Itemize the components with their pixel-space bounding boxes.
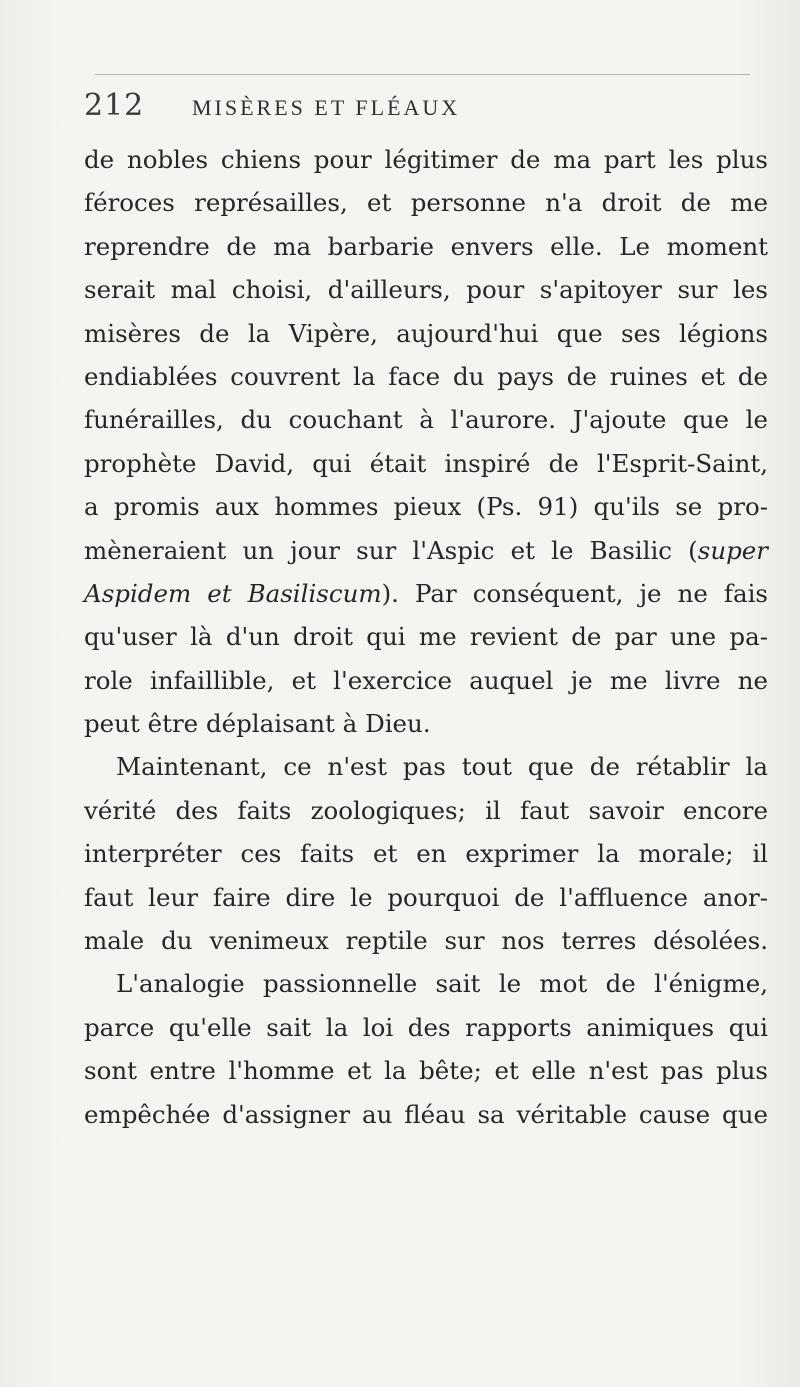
text-segment: mèneraient un jour sur l'Aspic et le Basilic ( bbox=[84, 535, 698, 565]
text-line: male du venimeux reptile sur nos terres désolées. bbox=[84, 926, 768, 956]
text-line: misères de la Vipère, aujourd'hui que ses légions bbox=[84, 318, 768, 348]
text-line: endiablées couvrent la face du pays de ruines et de bbox=[84, 361, 768, 391]
text-line: Maintenant, ce n'est pas tout que de rétablir la bbox=[116, 752, 768, 782]
text-line: parce qu'elle sait la loi des rapports animiques qui bbox=[84, 1012, 768, 1042]
text-line: reprendre de ma barbarie envers elle. Le moment bbox=[84, 231, 768, 261]
text-line: vérité des faits zoologiques; il faut savoir encore bbox=[84, 795, 768, 825]
text-segment: ). Par conséquent, je ne fais bbox=[381, 578, 768, 608]
latin-quote: Aspidem et Basiliscum bbox=[84, 578, 382, 608]
text-line: faut leur faire dire le pourquoi de l'affluence anor- bbox=[84, 882, 768, 912]
text-line: empêchée d'assigner au fléau sa véritable cause que bbox=[84, 1099, 768, 1129]
text-line: qu'user là d'un droit qui me revient de par une pa- bbox=[84, 622, 768, 652]
header-rule bbox=[95, 74, 750, 75]
text-line: role infaillible, et l'exercice auquel je me livre ne bbox=[84, 665, 768, 695]
text-line: L'analogie passionnelle sait le mot de l'énigme, bbox=[116, 969, 768, 999]
text-line: prophète David, qui était inspiré de l'Esprit-Saint, bbox=[84, 448, 768, 478]
text-line: serait mal choisi, d'ailleurs, pour s'apitoyer sur les bbox=[84, 275, 768, 305]
text-line bbox=[84, 529, 768, 572]
page-number: 212 bbox=[84, 88, 145, 123]
latin-quote: super bbox=[697, 535, 768, 565]
text-line: sont entre l'homme et la bête; et elle n'est pas plus bbox=[84, 1056, 768, 1086]
text-line bbox=[84, 572, 768, 615]
text-line: a promis aux hommes pieux (Ps. 91) qu'ils se pro- bbox=[84, 492, 768, 522]
page-header bbox=[84, 88, 774, 128]
text-line: interpréter ces faits et en exprimer la morale; il bbox=[84, 839, 768, 869]
text-line: de nobles chiens pour légitimer de ma part les plus bbox=[84, 145, 768, 174]
text-line: féroces représailles, et personne n'a droit de me bbox=[84, 188, 768, 218]
running-title: MISÈRES ET FLÉAUX bbox=[192, 95, 461, 120]
text-line: peut être déplaisant à Dieu. bbox=[84, 709, 431, 739]
body-text bbox=[84, 138, 768, 1136]
text-line: funérailles, du couchant à l'aurore. J'ajoute que le bbox=[84, 405, 768, 435]
